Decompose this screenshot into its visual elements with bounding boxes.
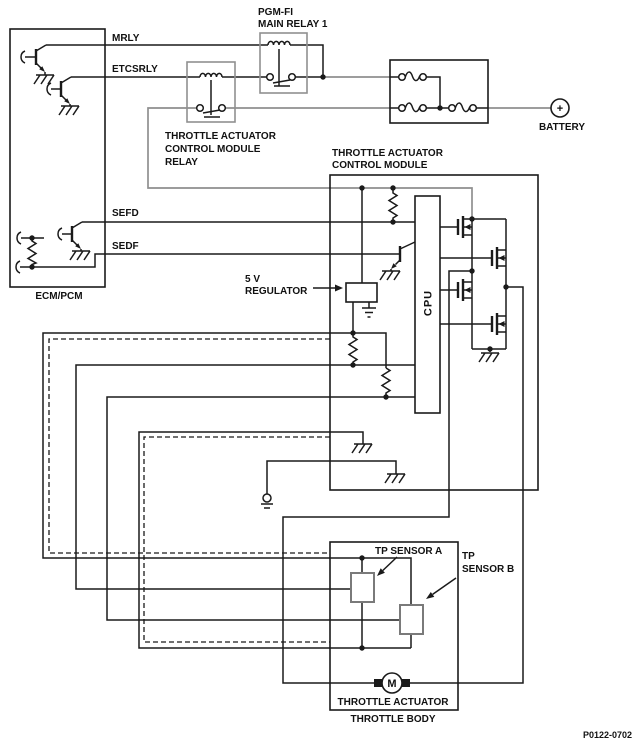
transistor-mrly [21, 45, 54, 84]
ground-icon [59, 106, 79, 115]
tp-sensor-b-label-2: SENSOR B [462, 564, 515, 575]
mosfet-icon [492, 247, 506, 269]
ground-icon [70, 251, 90, 260]
pin-label-sedf: SEDF [112, 241, 139, 252]
fuse-icon [399, 103, 427, 112]
pin-label-mrly: MRLY [112, 33, 140, 44]
tacm-relay-label-1: THROTTLE ACTUATOR [165, 131, 276, 142]
module-label-2: CONTROL MODULE [332, 160, 428, 171]
tacm-relay-label-3: RELAY [165, 157, 198, 168]
regulator-box [346, 283, 377, 302]
pgmfi-label-2: MAIN RELAY 1 [258, 19, 328, 30]
throttle-actuator-motor [374, 673, 410, 693]
transistor-etcsrly [47, 77, 79, 115]
relay-coil-icon [200, 73, 222, 77]
pin-label-etcsrly: ETCSRLY [112, 64, 158, 75]
tp-b-pointer [433, 578, 456, 594]
tacm-relay-label-2: CONTROL MODULE [165, 144, 261, 155]
ground-icon [352, 444, 372, 453]
connector-hook-icon [16, 261, 20, 273]
h-bridge [458, 216, 506, 362]
cpu-label: CPU [422, 289, 435, 317]
body-ground [261, 494, 273, 508]
ecm-pcm [10, 29, 105, 287]
transistor-sefd [58, 222, 90, 260]
tp-sensor-b-box [400, 605, 423, 634]
shield-dashed-a [49, 339, 330, 553]
relay-contact-icon [219, 105, 226, 112]
tp-a-pointer [383, 557, 397, 571]
wire-cpu-gates [440, 227, 492, 324]
wire-module-ground [267, 461, 396, 494]
wire-sensor-ground [139, 432, 411, 648]
relay-contact-icon [267, 74, 274, 81]
shield-wiring [49, 339, 330, 642]
transistor-module [380, 242, 415, 280]
battery [551, 99, 569, 117]
labels [35, 7, 632, 740]
motor-terminal [402, 679, 410, 687]
fuse-icon [449, 103, 477, 112]
motor-terminal [374, 679, 382, 687]
regulator-earth-ground-icon [362, 302, 376, 317]
wire-tp-a-signal [76, 365, 415, 589]
connector-hook-icon [17, 232, 21, 244]
wire-5v-branch [353, 333, 386, 368]
ground-icon [380, 271, 400, 280]
mosfet-icon [492, 313, 506, 335]
wire-sedf [20, 254, 400, 267]
tacm-relay [187, 62, 235, 122]
battery-label: BATTERY [538, 122, 586, 133]
ground-icon [34, 75, 54, 84]
tp-sensor-a-box [351, 573, 374, 602]
junction-dots [29, 74, 508, 650]
resistor-ecm [28, 238, 36, 267]
fuse-icon [399, 72, 427, 81]
throttle-body [330, 542, 458, 710]
relay-contact-icon [289, 74, 296, 81]
tp-sensor-a-label: TP SENSOR A [375, 546, 443, 557]
throttle-actuator-label: THROTTLE ACTUATOR [337, 697, 449, 708]
relay-contact-icon [197, 105, 204, 112]
throttle-body-label: THROTTLE BODY [350, 714, 436, 725]
resistor-tp-b-pullup [382, 368, 390, 397]
ecm-label: ECM/PCM [35, 291, 83, 302]
figure-id: P0122-0702 [582, 730, 632, 740]
motor-letter: M [387, 678, 397, 690]
wire-fuse-internal [390, 77, 488, 108]
resistor-sefd-pullup [389, 188, 397, 222]
body-ground-icon [263, 494, 271, 502]
ecm-box [10, 29, 105, 287]
tp-sensor-b-label-1: TP [462, 551, 475, 562]
resistor-tp-a-pullup [349, 333, 357, 365]
wire-5v-out [43, 333, 411, 605]
mosfet-icon [458, 279, 472, 301]
ground-icon [385, 474, 405, 483]
pgmfi-main-relay [260, 33, 307, 93]
pin-label-sefd: SEFD [112, 208, 139, 219]
module-label-1: THROTTLE ACTUATOR [332, 148, 443, 159]
fuse-box [390, 60, 488, 123]
fuse-box-outline [390, 60, 488, 123]
pgmfi-label-1: PGM-FI [258, 7, 293, 18]
regulator-label-1: 5 V [245, 274, 261, 285]
shield-dashed-b [144, 437, 330, 642]
relay-coil-icon [268, 41, 290, 45]
regulator-label-2: REGULATOR [245, 286, 308, 297]
ground-icon [479, 353, 499, 362]
battery-plus: + [556, 103, 564, 115]
